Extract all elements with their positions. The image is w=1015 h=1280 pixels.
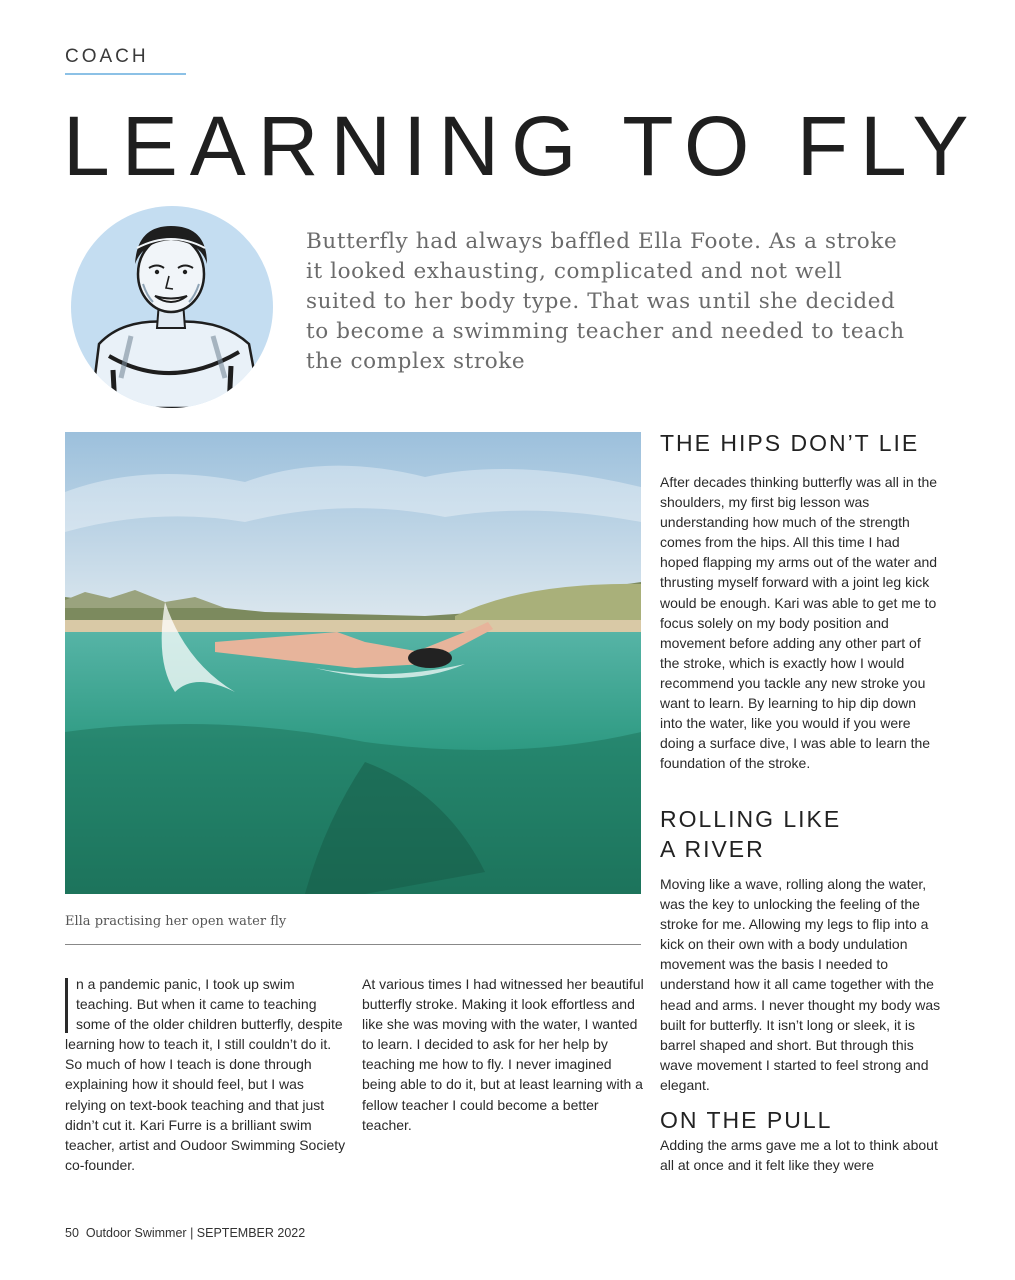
article-title: LEARNING TO FLY [63,99,981,193]
photo-caption: Ella practising her open water fly [65,914,287,929]
issue-date: | SEPTEMBER 2022 [190,1226,306,1240]
article-photo [65,432,641,894]
section-rule [65,73,186,75]
intro-column-1 [65,974,348,1175]
subhead-rolling [660,804,841,864]
subhead-pull: ON THE PULL [660,1107,833,1133]
subhead-hips: THE HIPS DON’T LIE [660,430,920,456]
section-rolling-body: Moving like a wave, rolling along the water, was the key to unlocking the feeling of the stroke for me. Allowing my legs to flip into a kick on their own with a body undulation movement was the basis I needed to understand how it all came together with the head and arms. I never thought my body was built for butterfly. It isn’t long or sleek, it is barrel shaped and short. But through this wave movement I started to feel strong and elegant. [660,876,941,1093]
section-pull-body: Adding the arms gave me a lot to think about all at once and it felt like they were [660,1137,938,1174]
subhead-rolling-line1: ROLLING LIKE [660,806,842,832]
page-number: 50 [65,1226,79,1240]
swimmer-photo [65,432,641,894]
page-footer [65,1226,305,1240]
intro-column-2: At various times I had witnessed her beautiful butterfly stroke. Making it look effortless and like she was moving with the water, I wanted to learn. I decided to ask for her help by teaching me how to fly. I never imagined being able to do it, but at least learning with a fellow teacher I could become a better teacher. [362,976,644,1133]
caption-divider [65,944,641,945]
drop-cap-glyph [65,978,68,1033]
author-illustration [71,206,273,408]
section-hips-body: After decades thinking butterfly was all in the shoulders, my first big lesson was understanding how much of the strength comes from the hips. All this time I had hoped flapping my arms out of the water and thrusting myself forward with a joint leg kick would be enough. Kari was able to get me to focus solely on my body position and movement before adding any other part of the stroke, which is exactly how I would recommend you tackle any new stroke you want to learn. By learning to hip dip down into the water, like you would if you were doing a surface dive, I was able to learn the foundation of the stroke. [660,474,938,772]
subhead-rolling-line2: A RIVER [660,836,765,862]
publication-name: Outdoor Swimmer [85,1226,187,1240]
author-portrait [71,206,273,408]
intro-text-1: n a pandemic panic, I took up swim teaching. But when it came to teaching some of the older children butterfly, despite learning how to teach it, I still couldn’t do it. So much of how I teach is done through explaining how it should feel, but I was relying on text-book teaching and that just didn’t cut it. Kari Furre is a brilliant swim teacher, artist and Oudoor Swimming Society co-founder. [65,976,346,1173]
standfirst: Butterfly had always baffled Ella Foote. As a stroke it looked exhausting, complicated and not well suited to her body type. That was until she decided to become a swimming teacher and needed to teach the complex stroke [306,229,905,374]
section-tag: COACH [65,46,149,67]
